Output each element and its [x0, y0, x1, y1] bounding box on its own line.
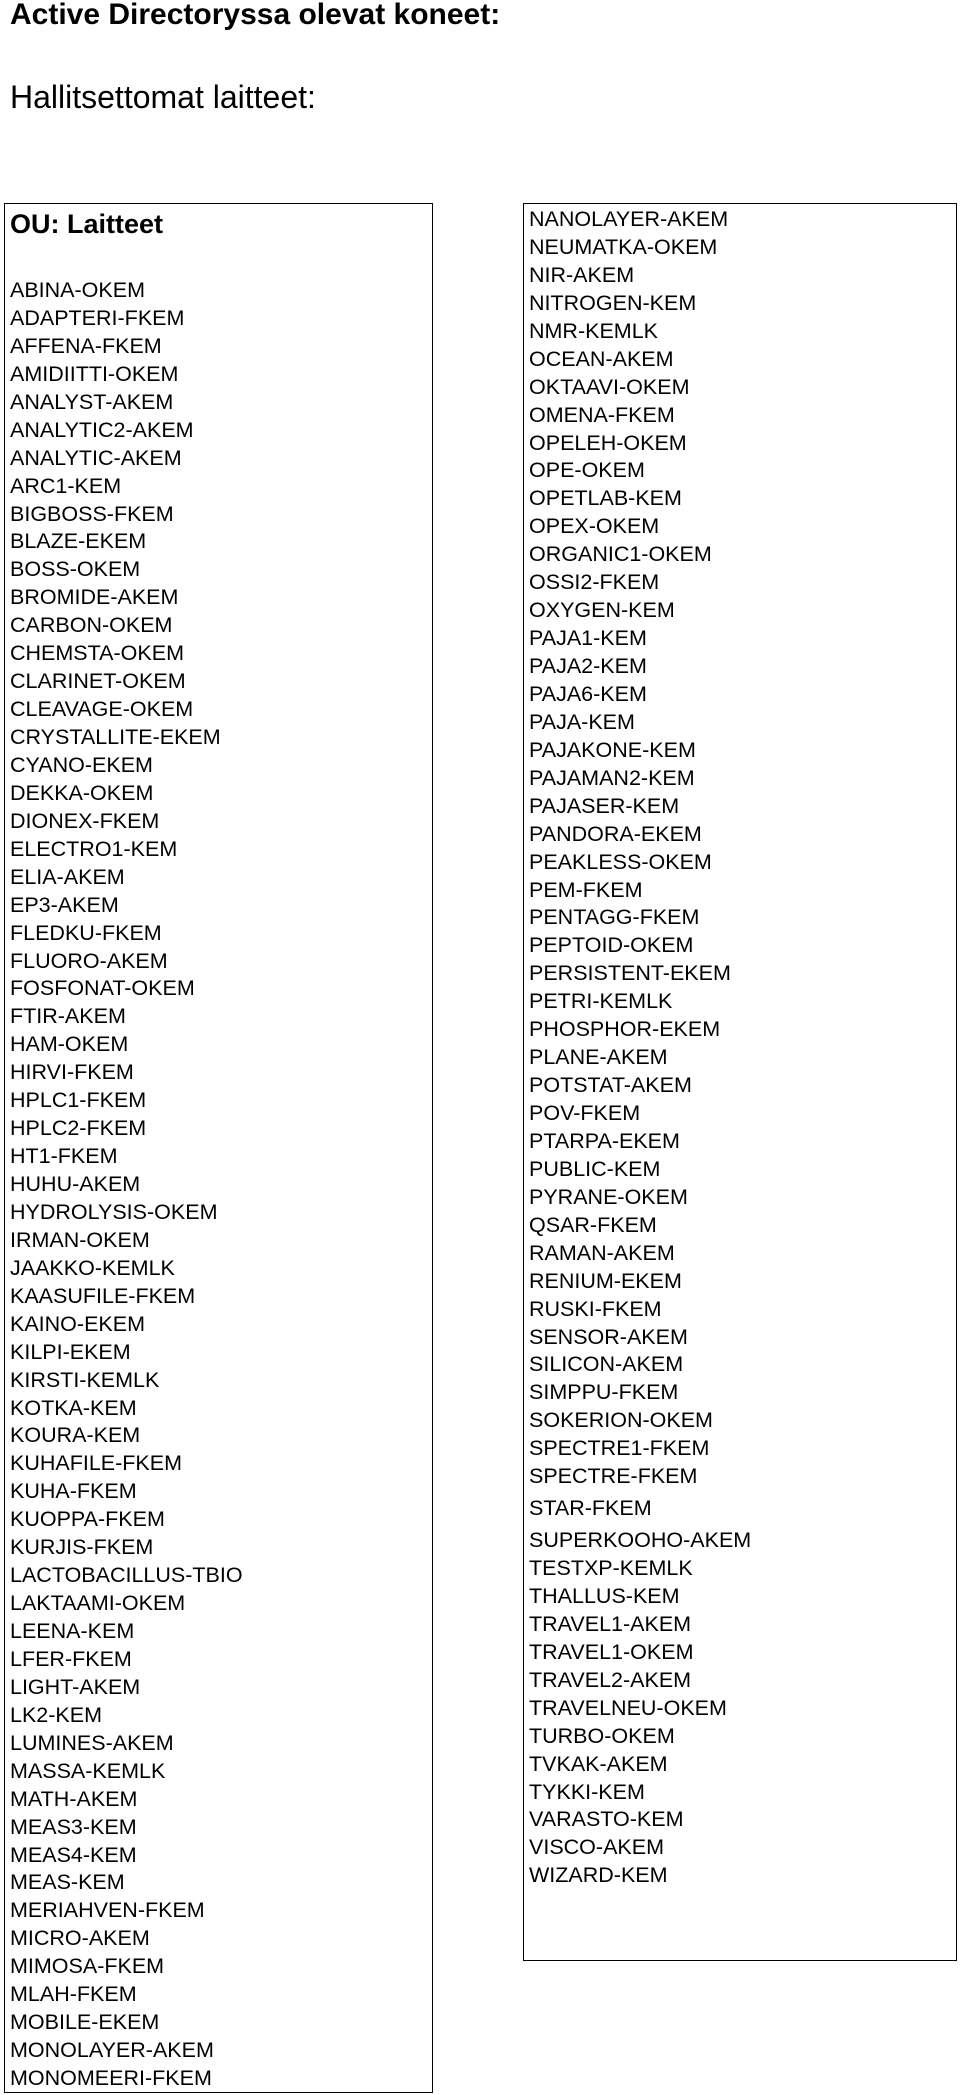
- computer-list-item: BOSS-OKEM: [10, 557, 141, 582]
- computer-list-item: OPETLAB-KEM: [529, 486, 682, 511]
- computer-list-item: POV-FKEM: [529, 1101, 641, 1125]
- computer-list-item: KUHAFILE-FKEM: [10, 1451, 183, 1476]
- computer-list-item: BROMIDE-AKEM: [10, 585, 179, 610]
- computer-list-item: OCEAN-AKEM: [529, 346, 674, 371]
- computer-list-item: LEENA-KEM: [10, 1619, 135, 1643]
- computer-list-item: THALLUS-KEM: [529, 1583, 680, 1608]
- computer-list-item: ANALYST-AKEM: [10, 389, 174, 414]
- computer-list-item: PERSISTENT-EKEM: [529, 961, 731, 986]
- computer-list-item: ELECTRO1-KEM: [10, 836, 178, 861]
- computer-list-item: MONOLAYER-AKEM: [10, 2038, 214, 2063]
- computer-list-item: FLUORO-AKEM: [10, 948, 168, 973]
- computer-list-item: ANALYTIC2-AKEM: [10, 417, 194, 442]
- table-cell-border-tick: [523, 1492, 524, 1514]
- computer-list-item: SPECTRE-FKEM: [529, 1464, 698, 1489]
- computer-list-item: PEPTOID-OKEM: [529, 933, 694, 958]
- computer-list-item: OXYGEN-KEM: [529, 598, 675, 623]
- computer-list-item: LIGHT-AKEM: [10, 1674, 141, 1699]
- computer-list-item: MATH-AKEM: [10, 1786, 138, 1811]
- computer-list-item: LK2-KEM: [10, 1702, 103, 1727]
- computer-list-item: CYANO-EKEM: [10, 752, 153, 777]
- computer-list-item: TVKAK-AKEM: [529, 1751, 668, 1776]
- computer-list-item: MIMOSA-FKEM: [10, 1954, 165, 1979]
- computer-list-item: QSAR-FKEM: [529, 1212, 657, 1237]
- computer-list-item: OSSI2-FKEM: [529, 570, 660, 595]
- computer-list-item: CARBON-OKEM: [10, 613, 173, 638]
- computer-list-item: HT1-FKEM: [10, 1144, 118, 1169]
- computer-list-item: BLAZE-EKEM: [10, 529, 147, 554]
- computer-list-item: PAJAMAN2-KEM: [529, 765, 695, 790]
- computer-list-item: KOURA-KEM: [10, 1423, 141, 1448]
- computer-list-item: RUSKI-FKEM: [529, 1296, 662, 1321]
- computer-list-item: PEM-FKEM: [529, 877, 643, 902]
- computer-list-item: PUBLIC-KEM: [529, 1156, 661, 1181]
- computer-list-item: OPEX-OKEM: [529, 514, 660, 539]
- computer-list-item: RAMAN-AKEM: [529, 1240, 675, 1265]
- computer-list-item: CLEAVAGE-OKEM: [10, 697, 194, 722]
- computer-list-item: KUOPPA-FKEM: [10, 1507, 165, 1532]
- table-cell-border-tick: [956, 1492, 957, 1514]
- computer-list-item: PAJA1-KEM: [529, 626, 647, 651]
- computer-list-item: AMIDIITTI-OKEM: [10, 361, 179, 386]
- computer-list-item: SILICON-AKEM: [529, 1352, 684, 1377]
- computer-list-item: MERIAHVEN-FKEM: [10, 1898, 205, 1923]
- computer-list-item: FTIR-AKEM: [10, 1004, 126, 1029]
- computer-list-item: MLAH-FKEM: [10, 1982, 137, 2007]
- computer-list-item: IRMAN-OKEM: [10, 1227, 150, 1252]
- computer-list-item: PLANE-AKEM: [529, 1045, 668, 1070]
- computer-list-item: NEUMATKA-OKEM: [529, 234, 718, 259]
- computer-list-item: PANDORA-EKEM: [529, 821, 702, 846]
- computer-list-item: TRAVEL2-AKEM: [529, 1667, 692, 1692]
- computer-list-item: LFER-FKEM: [10, 1646, 132, 1671]
- computer-list-item: PENTAGG-FKEM: [529, 905, 700, 930]
- computer-list-item: LUMINES-AKEM: [10, 1730, 174, 1755]
- computer-list-item: PEAKLESS-OKEM: [529, 849, 712, 874]
- computer-list-item: NITROGEN-KEM: [529, 290, 697, 315]
- computer-list-item: HYDROLYSIS-OKEM: [10, 1199, 218, 1224]
- computer-list-item: LAKTAAMI-OKEM: [10, 1591, 186, 1616]
- computer-list-item: MEAS-KEM: [10, 1870, 125, 1895]
- computer-list-item: MEAS3-KEM: [10, 1814, 137, 1839]
- computer-list-item: MEAS4-KEM: [10, 1842, 137, 1867]
- computer-list-item: TYKKI-KEM: [529, 1779, 645, 1804]
- computer-list-left: [10, 277, 243, 2093]
- computer-list-item: KOTKA-KEM: [10, 1395, 137, 1420]
- computer-list-item: PAJA-KEM: [529, 709, 635, 734]
- computer-list-item: KILPI-EKEM: [10, 1339, 131, 1364]
- computer-list-item: PYRANE-OKEM: [529, 1184, 688, 1209]
- computer-list-item: TRAVELNEU-OKEM: [529, 1695, 727, 1720]
- computer-list-item: PHOSPHOR-EKEM: [529, 1017, 721, 1042]
- computer-list-item: PAJA2-KEM: [529, 654, 647, 678]
- computer-list-item: HAM-OKEM: [10, 1032, 129, 1057]
- computer-list-item: PAJA6-KEM: [529, 681, 647, 706]
- computer-list-item: MASSA-KEMLK: [10, 1758, 166, 1783]
- computer-list-item: SIMPPU-FKEM: [529, 1380, 679, 1405]
- computer-list-item: KAASUFILE-FKEM: [10, 1283, 196, 1308]
- computer-list-left-column: [4, 203, 433, 2093]
- computer-list-item: ARC1-KEM: [10, 473, 122, 498]
- computer-list-item: PETRI-KEMLK: [529, 989, 673, 1014]
- computer-list-item: KIRSTI-KEMLK: [10, 1367, 160, 1392]
- computer-list-item: PAJASER-KEM: [529, 793, 680, 818]
- computer-list-item: SOKERION-OKEM: [529, 1408, 713, 1433]
- ou-heading: OU: Laitteet: [10, 209, 164, 239]
- computer-list-item: DIONEX-FKEM: [10, 808, 160, 833]
- computer-list-item: SUPERKOOHO-AKEM: [529, 1528, 752, 1553]
- computer-list-item: NMR-KEMLK: [529, 318, 659, 343]
- computer-list-item: SENSOR-AKEM: [529, 1324, 688, 1349]
- page-title: Active Directoryssa olevat koneet:: [10, 0, 501, 31]
- computer-list-item: MOBILE-EKEM: [10, 2010, 160, 2035]
- computer-list-item: NANOLAYER-AKEM: [529, 207, 729, 231]
- computer-list-item: HPLC1-FKEM: [10, 1088, 147, 1113]
- computer-list-item: JAAKKO-KEMLK: [10, 1255, 175, 1280]
- computer-list-item: CLARINET-OKEM: [10, 669, 186, 694]
- computer-list-item: ANALYTIC-AKEM: [10, 445, 182, 470]
- computer-list-item: STAR-FKEM: [529, 1496, 652, 1521]
- computer-list-item: FLEDKU-FKEM: [10, 920, 162, 945]
- computer-list-item: CRYSTALLITE-EKEM: [10, 725, 221, 749]
- computer-list-item: POTSTAT-AKEM: [529, 1073, 692, 1098]
- computer-list-item: TURBO-OKEM: [529, 1723, 675, 1748]
- computer-list-item: SPECTRE1-FKEM: [529, 1436, 710, 1461]
- computer-list-item: KURJIS-FKEM: [10, 1535, 154, 1560]
- computer-list-item: AFFENA-FKEM: [10, 333, 162, 358]
- computer-list-item: ADAPTERI-FKEM: [10, 305, 185, 330]
- computer-list-item: RENIUM-EKEM: [529, 1268, 682, 1293]
- computer-list-item: MONOMEERI-FKEM: [10, 2066, 212, 2090]
- computer-list-item: KUHA-FKEM: [10, 1479, 137, 1504]
- computer-list-item: HIRVI-FKEM: [10, 1060, 134, 1085]
- computer-list-item: TRAVEL1-AKEM: [529, 1611, 692, 1636]
- computer-list-item: OPELEH-OKEM: [529, 430, 687, 455]
- computer-list-item: OKTAAVI-OKEM: [529, 374, 690, 399]
- computer-list-item: ABINA-OKEM: [10, 278, 145, 302]
- computer-list-item: PAJAKONE-KEM: [529, 737, 696, 762]
- computer-list-item: PTARPA-EKEM: [529, 1128, 680, 1153]
- page-subtitle: Hallitsettomat laitteet:: [10, 79, 316, 115]
- computer-list-item: DEKKA-OKEM: [10, 780, 154, 805]
- computer-list-item: VISCO-AKEM: [529, 1835, 664, 1860]
- computer-list-right: [529, 206, 751, 1890]
- computer-list-item: BIGBOSS-FKEM: [10, 501, 174, 526]
- computer-list-item: ELIA-AKEM: [10, 864, 125, 889]
- computer-list-item: TESTXP-KEMLK: [529, 1556, 693, 1580]
- computer-list-item: MICRO-AKEM: [10, 1926, 150, 1951]
- computer-list-right-column: [523, 203, 957, 1961]
- computer-list-item: NIR-AKEM: [529, 262, 635, 287]
- computer-list-item: EP3-AKEM: [10, 892, 119, 917]
- computer-list-item: VARASTO-KEM: [529, 1807, 684, 1832]
- computer-list-item: FOSFONAT-OKEM: [10, 976, 195, 1001]
- computer-list-item: OPE-OKEM: [529, 458, 645, 483]
- computer-list-item: HUHU-AKEM: [10, 1172, 141, 1196]
- computer-list-item: ORGANIC1-OKEM: [529, 542, 712, 567]
- computer-list-item: KAINO-EKEM: [10, 1311, 145, 1336]
- computer-list-item: WIZARD-KEM: [529, 1863, 668, 1888]
- computer-list-item: TRAVEL1-OKEM: [529, 1639, 694, 1664]
- computer-list-item: LACTOBACILLUS-TBIO: [10, 1563, 243, 1588]
- computer-list-item: OMENA-FKEM: [529, 402, 675, 427]
- computer-list-item: HPLC2-FKEM: [10, 1116, 147, 1141]
- computer-list-item: CHEMSTA-OKEM: [10, 641, 184, 666]
